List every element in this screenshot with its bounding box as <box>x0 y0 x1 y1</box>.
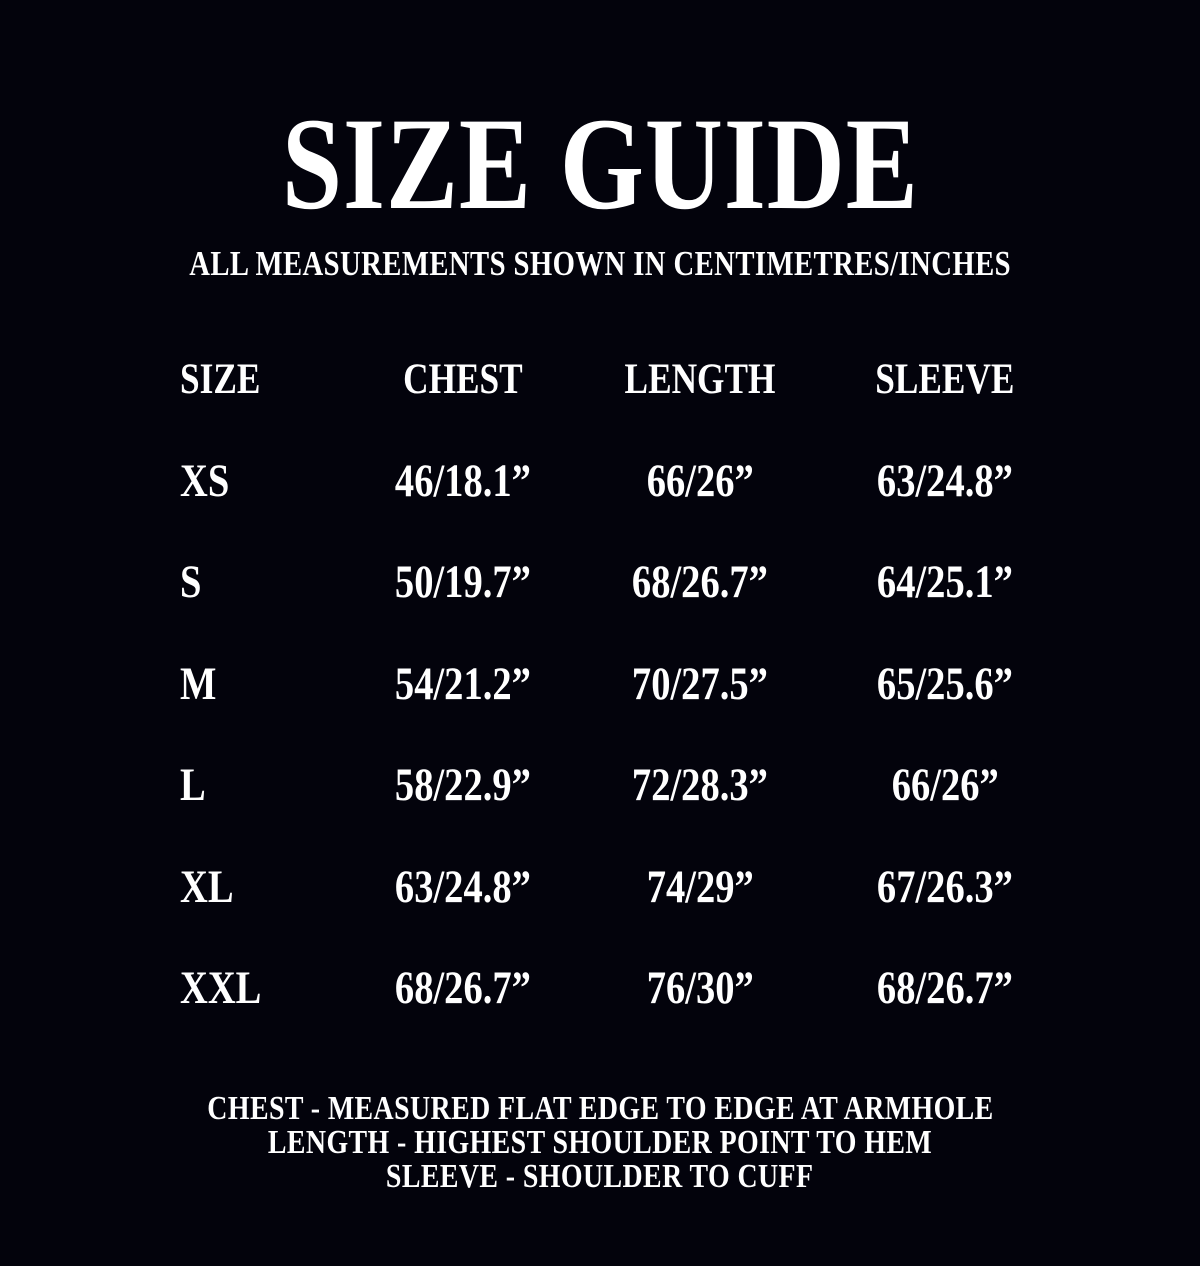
row-m-chest: 54/21.2” <box>394 657 531 710</box>
row-s-length: 68/26.7” <box>632 556 768 609</box>
row-xxl-sleeve: 68/26.7” <box>877 962 1013 1015</box>
column-header-length: LENGTH <box>624 356 776 404</box>
row-xl-chest: 63/24.8” <box>394 860 531 913</box>
page-title <box>0 0 1200 237</box>
measurement-notes <box>0 1089 1200 1195</box>
row-m-sleeve: 65/25.6” <box>877 657 1013 710</box>
row-xxl-chest: 68/26.7” <box>394 962 531 1015</box>
row-l-length: 72/28.3” <box>632 759 768 812</box>
row-xl-length: 74/29” <box>646 860 754 913</box>
row-xxl-length: 76/30” <box>646 962 754 1015</box>
subtitle <box>0 246 1200 281</box>
row-s-chest: 50/19.7” <box>394 556 531 609</box>
column-header-chest: CHEST <box>402 356 523 404</box>
row-xl-sleeve: 67/26.3” <box>877 860 1013 913</box>
row-l-sleeve: 66/26” <box>891 759 999 812</box>
row-xs-size: XS <box>180 454 230 507</box>
row-s-sleeve: 64/25.1” <box>877 556 1013 609</box>
note-chest: CHEST - MEASURED FLAT EDGE TO EDGE AT ARMHOLE <box>206 1089 994 1127</box>
note-sleeve: SLEEVE - SHOULDER TO CUFF <box>386 1157 814 1195</box>
row-s-size: S <box>180 556 202 609</box>
row-l-size: L <box>180 759 206 812</box>
row-m-length: 70/27.5” <box>632 657 768 710</box>
size-table <box>0 329 1200 1040</box>
row-xs-length: 66/26” <box>646 454 754 507</box>
row-m-size: M <box>180 657 217 710</box>
row-xl-size: XL <box>180 860 234 913</box>
column-header-size: SIZE <box>180 356 261 404</box>
row-l-chest: 58/22.9” <box>394 759 531 812</box>
subtitle-text: ALL MEASUREMENTS SHOWN IN CENTIMETRES/INCHES <box>189 244 1011 283</box>
row-xs-chest: 46/18.1” <box>394 454 531 507</box>
row-xs-sleeve: 63/24.8” <box>877 454 1013 507</box>
row-xxl-size: XXL <box>180 962 262 1015</box>
note-length: LENGTH - HIGHEST SHOULDER POINT TO HEM <box>267 1123 933 1161</box>
page-title-text: SIZE GUIDE <box>281 90 919 237</box>
column-header-sleeve: SLEEVE <box>875 356 1015 404</box>
